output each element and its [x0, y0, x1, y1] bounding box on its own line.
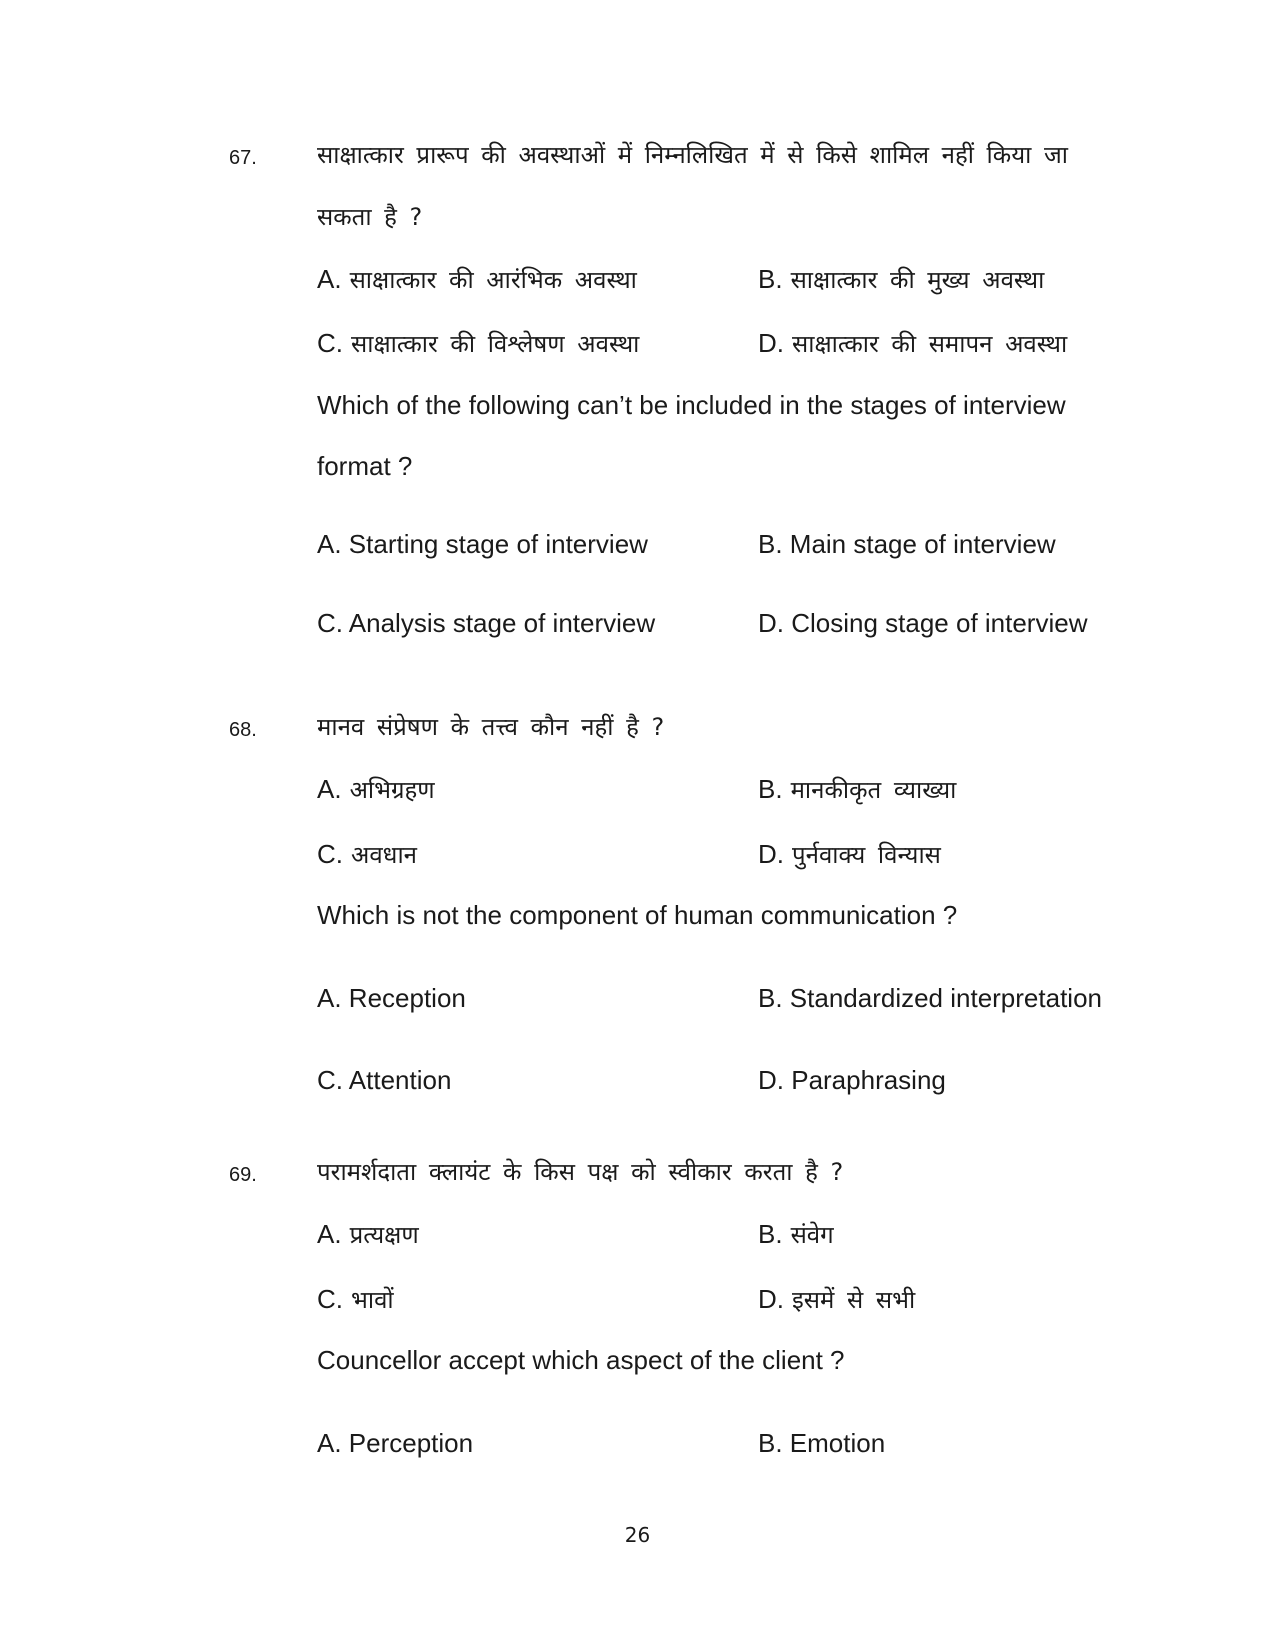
option-a-hindi: A. साक्षात्कार की आरंभिक अवस्था [317, 264, 637, 294]
option-b-english: B. Standardized interpretation [758, 983, 1102, 1013]
option-c-hindi: C. भावों [317, 1284, 394, 1314]
option-d-english: D. Paraphrasing [758, 1065, 946, 1095]
option-d-hindi: D. इसमें से सभी [758, 1284, 916, 1314]
option-b-hindi: B. संवेग [758, 1219, 834, 1249]
option-d-hindi: D. साक्षात्कार की समापन अवस्था [758, 328, 1068, 358]
question-text-hindi-line1: मानव संप्रेषण के तत्त्व कौन नहीं है ? [317, 713, 665, 741]
question-text-hindi-line2: सकता है ? [317, 203, 423, 231]
option-b-english: B. Emotion [758, 1428, 886, 1458]
question-number: 67. [229, 147, 257, 169]
question-text-english-line1: Councellor accept which aspect of the client ? [317, 1345, 845, 1375]
page-number: 26 [624, 1523, 651, 1547]
question-text-hindi-line1: परामर्शदाता क्लायंट के किस पक्ष को स्वीकार करता है ? [317, 1158, 844, 1186]
option-a-hindi: A. प्रत्यक्षण [317, 1219, 419, 1249]
option-a-hindi: A. अभिग्रहण [317, 774, 435, 804]
option-c-hindi: C. साक्षात्कार की विश्लेषण अवस्था [317, 328, 640, 358]
option-c-hindi: C. अवधान [317, 839, 417, 869]
question-text-english-line1: Which is not the component of human communication ? [317, 900, 958, 930]
option-d-hindi: D. पुर्नवाक्य विन्यास [758, 839, 941, 869]
option-c-english: C. Attention [317, 1065, 452, 1095]
option-a-english: A. Starting stage of interview [317, 529, 648, 559]
question-text-english-line2: format ? [317, 451, 413, 481]
question-text-english-line1: Which of the following can’t be included in the stages of interview [317, 390, 1066, 420]
option-b-english: B. Main stage of interview [758, 529, 1056, 559]
question-text-hindi-line1: साक्षात्कार प्रारूप की अवस्थाओं में निम्नलिखित में से किसे शामिल नहीं किया जा [317, 141, 1068, 169]
option-a-english: A. Perception [317, 1428, 474, 1458]
question-number: 68. [229, 719, 257, 741]
option-b-hindi: B. मानकीकृत व्याख्या [758, 774, 957, 804]
option-c-english: C. Analysis stage of interview [317, 608, 656, 638]
option-d-english: D. Closing stage of interview [758, 608, 1088, 638]
option-b-hindi: B. साक्षात्कार की मुख्य अवस्था [758, 264, 1045, 294]
question-number: 69. [229, 1164, 257, 1186]
option-a-english: A. Reception [317, 983, 466, 1013]
